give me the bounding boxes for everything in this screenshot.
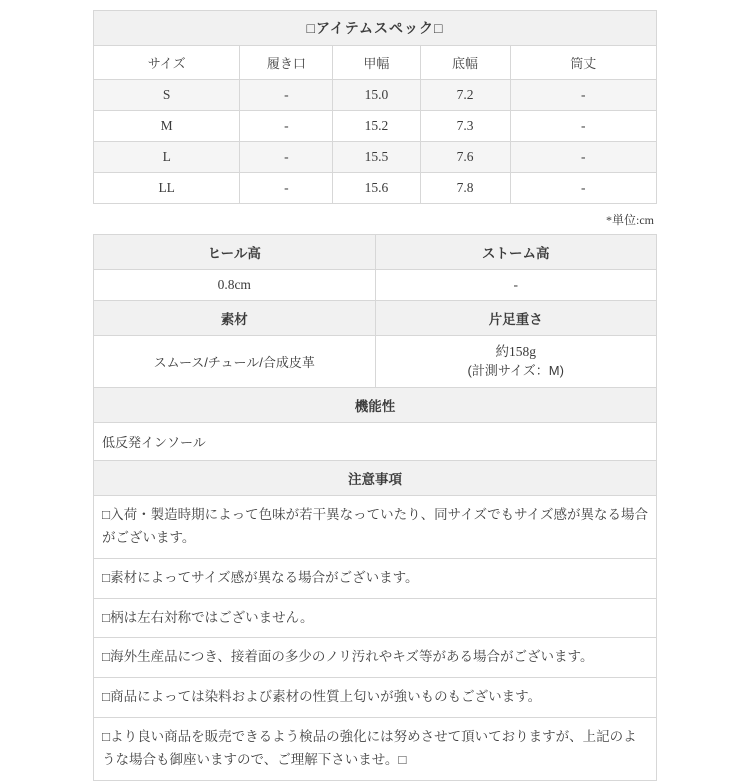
heel-storm-value-row (94, 270, 657, 301)
spec-row-ll (94, 173, 657, 204)
col-header-opening: 履き口 (240, 46, 333, 80)
col-header-instep: 甲幅 (333, 46, 420, 80)
note-row (94, 558, 657, 598)
sole-cell: 7.2 (420, 80, 510, 111)
spec-table (93, 10, 657, 204)
spec-table-header-row (94, 46, 657, 80)
spec-row-s (94, 80, 657, 111)
weight-value-grams: 約158g (495, 344, 536, 359)
col-header-size: サイズ (94, 46, 240, 80)
item-spec-section (93, 10, 657, 781)
opening-cell: - (240, 80, 333, 111)
note-row (94, 718, 657, 781)
weight-header: 片足重さ (375, 301, 657, 336)
spec-row-m (94, 111, 657, 142)
function-value-row (94, 422, 657, 460)
shaft-cell: - (510, 173, 656, 204)
size-cell: S (94, 80, 240, 111)
unit-note: *単位:cm (606, 213, 654, 227)
material-weight-header-row (94, 301, 657, 336)
heel-height-header: ヒール高 (94, 235, 376, 270)
note-row (94, 638, 657, 678)
note-text: □より良い商品を販売できるよう検品の強化には努めさせて頂いておりますが、上記のような場合も御座いますので、ご理解下さいませ。□ (94, 718, 657, 781)
function-value: 低反発インソール (94, 422, 657, 460)
instep-cell: 15.2 (333, 111, 420, 142)
note-text: □海外生産品につき、接着面の多少のノリ汚れやキズ等がある場合がございます。 (94, 638, 657, 678)
shaft-cell: - (510, 142, 656, 173)
spec-table-title: □アイテムスペック□ (94, 11, 657, 46)
heel-storm-header-row (94, 235, 657, 270)
sole-cell: 7.8 (420, 173, 510, 204)
size-cell: M (94, 111, 240, 142)
col-header-sole: 底幅 (420, 46, 510, 80)
col-header-shaft: 筒丈 (510, 46, 656, 80)
detail-table (93, 234, 657, 781)
function-header: 機能性 (94, 387, 657, 422)
material-weight-value-row (94, 336, 657, 388)
weight-value-measured-size: (計測サイズ：M) (467, 362, 564, 378)
storm-height-header: ストーム高 (375, 235, 657, 270)
opening-cell: - (240, 142, 333, 173)
shaft-cell: - (510, 80, 656, 111)
spec-row-l (94, 142, 657, 173)
sole-cell: 7.3 (420, 111, 510, 142)
opening-cell: - (240, 173, 333, 204)
instep-cell: 15.6 (333, 173, 420, 204)
shaft-cell: - (510, 111, 656, 142)
note-row (94, 598, 657, 638)
material-header: 素材 (94, 301, 376, 336)
spec-table-title-row (94, 11, 657, 46)
note-row (94, 678, 657, 718)
instep-cell: 15.0 (333, 80, 420, 111)
note-text: □入荷・製造時期によって色味が若干異なっていたり、同サイズでもサイズ感が異なる場合がございます。 (94, 495, 657, 558)
sole-cell: 7.6 (420, 142, 510, 173)
material-value: スムース/チュール/合成皮革 (94, 336, 376, 388)
size-cell: LL (94, 173, 240, 204)
notes-header: 注意事項 (94, 460, 657, 495)
opening-cell: - (240, 111, 333, 142)
instep-cell: 15.5 (333, 142, 420, 173)
note-text: □素材によってサイズ感が異なる場合がございます。 (94, 558, 657, 598)
size-cell: L (94, 142, 240, 173)
note-text: □商品によっては染料および素材の性質上匂いが強いものもございます。 (94, 678, 657, 718)
note-row (94, 495, 657, 558)
function-header-row (94, 387, 657, 422)
notes-header-row (94, 460, 657, 495)
weight-value (375, 336, 657, 388)
heel-height-value: 0.8cm (94, 270, 376, 301)
note-text: □柄は左右対称ではございません。 (94, 598, 657, 638)
storm-height-value: - (375, 270, 657, 301)
